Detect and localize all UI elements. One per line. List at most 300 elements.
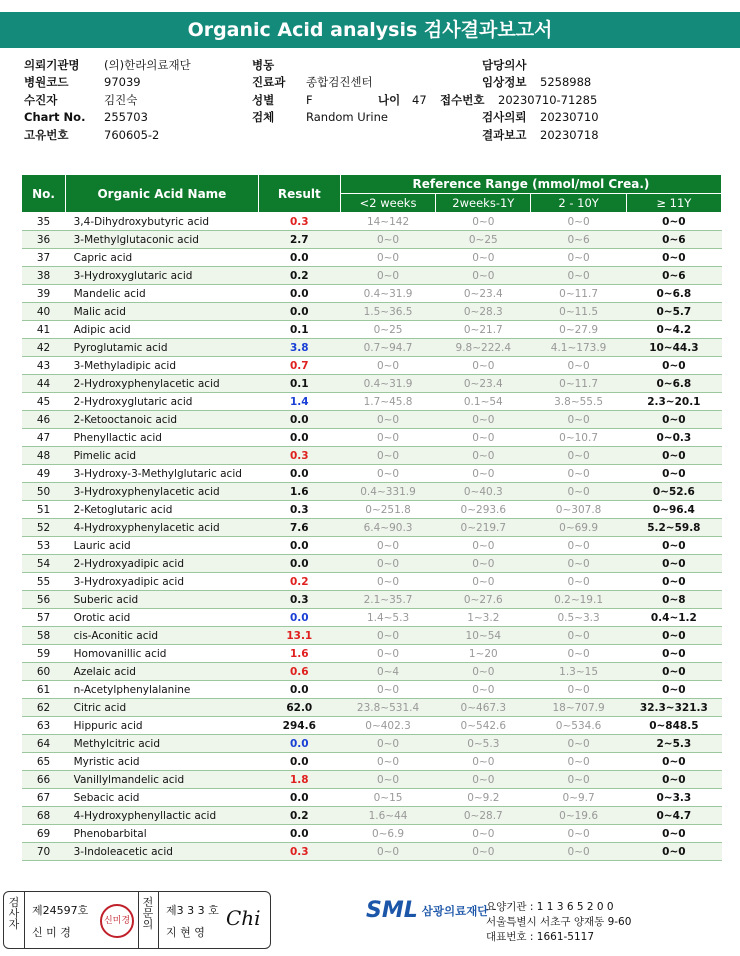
row-name: 2-Ketooctanoic acid <box>66 411 259 429</box>
row-ref-ge11y: 0~0 <box>626 843 721 861</box>
row-name: 3-Indoleacetic acid <box>66 843 259 861</box>
row-ref-ge11y: 0~6 <box>626 231 721 249</box>
row-name: Hippuric acid <box>66 717 259 735</box>
row-no: 50 <box>22 483 66 501</box>
row-ref-2w1y: 0~25 <box>436 231 531 249</box>
row-ref-2-10y: 0~11.7 <box>531 285 626 303</box>
table-row <box>22 249 722 267</box>
tester-label: 검사자 <box>8 896 20 931</box>
row-result: 1.4 <box>258 393 340 411</box>
signature-box <box>3 891 271 949</box>
row-no: 47 <box>22 429 66 447</box>
row-no: 57 <box>22 609 66 627</box>
row-result: 0.0 <box>258 555 340 573</box>
row-ref-lt2w: 0.7~94.7 <box>340 339 435 357</box>
row-result: 0.6 <box>258 663 340 681</box>
row-ref-ge11y: 5.2~59.8 <box>626 519 721 537</box>
report-date-label: 결과보고 <box>482 127 527 142</box>
row-ref-ge11y: 2.3~20.1 <box>626 393 721 411</box>
row-ref-lt2w: 1.4~5.3 <box>340 609 435 627</box>
row-ref-2-10y: 0~6 <box>531 231 626 249</box>
row-ref-lt2w: 0~0 <box>340 555 435 573</box>
clinical-label: 임상정보 <box>482 75 527 90</box>
row-no: 69 <box>22 825 66 843</box>
row-name: Pyroglutamic acid <box>66 339 259 357</box>
row-ref-ge11y: 0~0 <box>626 213 721 231</box>
row-ref-lt2w: 0~402.3 <box>340 717 435 735</box>
row-ref-ge11y: 0~0 <box>626 627 721 645</box>
row-ref-lt2w: 0~0 <box>340 231 435 249</box>
row-no: 62 <box>22 699 66 717</box>
row-ref-ge11y: 0~8 <box>626 591 721 609</box>
row-result: 294.6 <box>258 717 340 735</box>
row-result: 0.2 <box>258 267 340 285</box>
table-row <box>22 573 722 591</box>
table-row <box>22 285 722 303</box>
specialist-name: 지 현 영 <box>166 926 205 939</box>
row-no: 38 <box>22 267 66 285</box>
patient-info <box>24 56 724 144</box>
row-ref-2-10y: 18~707.9 <box>531 699 626 717</box>
row-ref-ge11y: 0~0 <box>626 645 721 663</box>
row-ref-lt2w: 0~0 <box>340 681 435 699</box>
row-ref-2w1y: 0~0 <box>436 447 531 465</box>
row-ref-2-10y: 0~0 <box>531 267 626 285</box>
row-name: Malic acid <box>66 303 259 321</box>
row-ref-2-10y: 0~9.7 <box>531 789 626 807</box>
row-no: 55 <box>22 573 66 591</box>
row-ref-ge11y: 0~0 <box>626 249 721 267</box>
specialist-label: 전문의 <box>142 896 154 931</box>
row-ref-2-10y: 0~11.5 <box>531 303 626 321</box>
row-ref-2-10y: 0~0 <box>531 213 626 231</box>
row-result: 0.3 <box>258 843 340 861</box>
row-ref-2-10y: 0~10.7 <box>531 429 626 447</box>
row-name: 3-Hydroxy-3-Methylglutaric acid <box>66 465 259 483</box>
age-label: 나이 <box>378 92 401 107</box>
row-result: 1.6 <box>258 483 340 501</box>
table-row <box>22 735 722 753</box>
row-ref-ge11y: 0~4.7 <box>626 807 721 825</box>
row-ref-lt2w: 0.4~331.9 <box>340 483 435 501</box>
table-row <box>22 753 722 771</box>
table-row <box>22 375 722 393</box>
row-ref-lt2w: 0~0 <box>340 465 435 483</box>
row-ref-ge11y: 0~0 <box>626 537 721 555</box>
row-ref-2w1y: 0~0 <box>436 465 531 483</box>
row-no: 67 <box>22 789 66 807</box>
row-ref-ge11y: 2~5.3 <box>626 735 721 753</box>
row-ref-2w1y: 0.1~54 <box>436 393 531 411</box>
row-ref-2w1y: 0~0 <box>436 357 531 375</box>
col-header-name: Organic Acid Name <box>66 175 259 213</box>
table-row <box>22 231 722 249</box>
row-result: 0.0 <box>258 789 340 807</box>
row-ref-2-10y: 0~0 <box>531 771 626 789</box>
row-ref-2-10y: 0~0 <box>531 843 626 861</box>
row-no: 39 <box>22 285 66 303</box>
row-ref-2w1y: 0~467.3 <box>436 699 531 717</box>
row-ref-2w1y: 0~23.4 <box>436 375 531 393</box>
table-row <box>22 321 722 339</box>
row-ref-2w1y: 0~219.7 <box>436 519 531 537</box>
row-no: 42 <box>22 339 66 357</box>
row-ref-ge11y: 0~0 <box>626 681 721 699</box>
row-ref-ge11y: 0~6 <box>626 267 721 285</box>
row-no: 40 <box>22 303 66 321</box>
row-no: 35 <box>22 213 66 231</box>
row-ref-lt2w: 0.4~31.9 <box>340 285 435 303</box>
row-ref-2w1y: 0~0 <box>436 429 531 447</box>
row-ref-2-10y: 1.3~15 <box>531 663 626 681</box>
row-name: Phenyllactic acid <box>66 429 259 447</box>
row-name: Lauric acid <box>66 537 259 555</box>
row-name: 3-Methylglutaconic acid <box>66 231 259 249</box>
row-result: 0.0 <box>258 825 340 843</box>
ward-label: 병동 <box>252 57 275 72</box>
row-no: 44 <box>22 375 66 393</box>
row-ref-ge11y: 0~0 <box>626 555 721 573</box>
row-name: 2-Hydroxyphenylacetic acid <box>66 375 259 393</box>
sml-logo-mark: SML <box>366 898 418 923</box>
specialist-license: 제3 3 3 호 <box>166 904 219 917</box>
row-ref-lt2w: 0~0 <box>340 627 435 645</box>
col-header-no: No. <box>22 175 66 213</box>
lab-code: 요양기관 : 1 1 3 6 5 2 0 0 <box>486 901 614 913</box>
row-ref-2-10y: 0~0 <box>531 753 626 771</box>
row-result: 13.1 <box>258 627 340 645</box>
row-ref-2-10y: 0~27.9 <box>531 321 626 339</box>
row-ref-2w1y: 0~0 <box>436 213 531 231</box>
row-name: 3-Hydroxyglutaric acid <box>66 267 259 285</box>
col-header-ref-1: <2 weeks <box>340 194 435 213</box>
row-name: 3-Hydroxyadipic acid <box>66 573 259 591</box>
row-result: 0.3 <box>258 213 340 231</box>
row-result: 0.0 <box>258 735 340 753</box>
row-ref-2w1y: 0~542.6 <box>436 717 531 735</box>
row-result: 0.0 <box>258 249 340 267</box>
row-ref-2-10y: 3.8~55.5 <box>531 393 626 411</box>
row-no: 51 <box>22 501 66 519</box>
report-title: Organic Acid analysis 검사결과보고서 <box>0 12 740 48</box>
table-row <box>22 483 722 501</box>
row-no: 58 <box>22 627 66 645</box>
row-ref-2-10y: 0~0 <box>531 645 626 663</box>
row-name: 2-Hydroxyadipic acid <box>66 555 259 573</box>
row-ref-lt2w: 0~0 <box>340 429 435 447</box>
lab-phone: 대표번호 : 1661-5117 <box>486 931 595 943</box>
row-name: 3-Hydroxyphenylacetic acid <box>66 483 259 501</box>
row-result: 0.0 <box>258 537 340 555</box>
row-ref-2-10y: 0~0 <box>531 825 626 843</box>
table-row <box>22 663 722 681</box>
row-ref-lt2w: 0~6.9 <box>340 825 435 843</box>
row-ref-ge11y: 0~96.4 <box>626 501 721 519</box>
row-ref-ge11y: 32.3~321.3 <box>626 699 721 717</box>
row-name: 2-Hydroxyglutaric acid <box>66 393 259 411</box>
row-name: Homovanillic acid <box>66 645 259 663</box>
row-ref-2w1y: 1~3.2 <box>436 609 531 627</box>
patient-name-value: 김진숙 <box>104 92 138 107</box>
row-ref-2-10y: 0~0 <box>531 465 626 483</box>
row-result: 0.0 <box>258 303 340 321</box>
row-ref-2-10y: 0~0 <box>531 627 626 645</box>
row-ref-2-10y: 4.1~173.9 <box>531 339 626 357</box>
row-name: Azelaic acid <box>66 663 259 681</box>
row-ref-2w1y: 0~27.6 <box>436 591 531 609</box>
request-date-value: 20230710 <box>540 110 599 125</box>
row-ref-2w1y: 0~0 <box>436 663 531 681</box>
row-result: 62.0 <box>258 699 340 717</box>
institution-label: 의뢰기관명 <box>24 57 80 72</box>
table-row <box>22 627 722 645</box>
row-ref-lt2w: 0.4~31.9 <box>340 375 435 393</box>
row-name: 2-Ketoglutaric acid <box>66 501 259 519</box>
row-ref-ge11y: 0~6.8 <box>626 375 721 393</box>
row-result: 0.0 <box>258 285 340 303</box>
col-header-ref-4: ≥ 11Y <box>626 194 721 213</box>
row-ref-lt2w: 0~4 <box>340 663 435 681</box>
row-name: cis-Aconitic acid <box>66 627 259 645</box>
row-ref-lt2w: 0~0 <box>340 573 435 591</box>
row-ref-2-10y: 0~0 <box>531 537 626 555</box>
row-ref-2-10y: 0~0 <box>531 735 626 753</box>
row-ref-lt2w: 0~0 <box>340 447 435 465</box>
row-ref-lt2w: 1.6~44 <box>340 807 435 825</box>
row-name: Mandelic acid <box>66 285 259 303</box>
table-row <box>22 789 722 807</box>
row-ref-ge11y: 0~4.2 <box>626 321 721 339</box>
row-name: Myristic acid <box>66 753 259 771</box>
row-ref-ge11y: 0~848.5 <box>626 717 721 735</box>
row-result: 0.0 <box>258 681 340 699</box>
table-row <box>22 555 722 573</box>
specimen-label: 검체 <box>252 110 275 125</box>
row-name: Suberic acid <box>66 591 259 609</box>
row-ref-2w1y: 0~0 <box>436 537 531 555</box>
receipt-value: 20230710-71285 <box>498 92 598 107</box>
row-ref-lt2w: 0~25 <box>340 321 435 339</box>
row-name: Pimelic acid <box>66 447 259 465</box>
row-ref-ge11y: 0~0.3 <box>626 429 721 447</box>
row-ref-2-10y: 0~19.6 <box>531 807 626 825</box>
table-row <box>22 411 722 429</box>
row-ref-lt2w: 0~0 <box>340 357 435 375</box>
row-ref-lt2w: 0~0 <box>340 411 435 429</box>
hospital-code-value: 97039 <box>104 75 141 90</box>
row-ref-2-10y: 0~0 <box>531 483 626 501</box>
table-row <box>22 825 722 843</box>
specimen-value: Random Urine <box>306 110 388 125</box>
row-ref-ge11y: 0~0 <box>626 825 721 843</box>
row-result: 0.0 <box>258 753 340 771</box>
row-no: 46 <box>22 411 66 429</box>
patient-name-label: 수진자 <box>24 92 58 107</box>
row-result: 7.6 <box>258 519 340 537</box>
row-ref-2-10y: 0~0 <box>531 357 626 375</box>
row-ref-lt2w: 14~142 <box>340 213 435 231</box>
row-no: 54 <box>22 555 66 573</box>
row-ref-lt2w: 23.8~531.4 <box>340 699 435 717</box>
row-no: 63 <box>22 717 66 735</box>
row-ref-2w1y: 0~21.7 <box>436 321 531 339</box>
row-name: Citric acid <box>66 699 259 717</box>
table-row <box>22 843 722 861</box>
row-ref-2w1y: 0~0 <box>436 555 531 573</box>
row-no: 37 <box>22 249 66 267</box>
row-name: Methylcitric acid <box>66 735 259 753</box>
row-no: 61 <box>22 681 66 699</box>
row-ref-2-10y: 0~307.8 <box>531 501 626 519</box>
row-ref-lt2w: 0~0 <box>340 843 435 861</box>
row-no: 65 <box>22 753 66 771</box>
row-no: 64 <box>22 735 66 753</box>
row-name: Phenobarbital <box>66 825 259 843</box>
row-no: 52 <box>22 519 66 537</box>
lab-logo <box>366 898 488 923</box>
table-row <box>22 213 722 231</box>
row-ref-2w1y: 0~0 <box>436 771 531 789</box>
row-ref-lt2w: 0~0 <box>340 249 435 267</box>
sex-value: F <box>306 92 313 107</box>
row-ref-2-10y: 0~0 <box>531 681 626 699</box>
age-value: 47 <box>412 92 427 107</box>
row-no: 66 <box>22 771 66 789</box>
row-ref-2w1y: 0~0 <box>436 573 531 591</box>
chart-no-label: Chart No. <box>24 110 86 125</box>
row-name: 3,4-Dihydroxybutyric acid <box>66 213 259 231</box>
col-header-ref-3: 2 - 10Y <box>531 194 626 213</box>
row-name: Capric acid <box>66 249 259 267</box>
col-header-reference: Reference Range (mmol/mol Crea.) <box>340 175 721 194</box>
lab-address-block <box>486 900 631 945</box>
row-ref-2-10y: 0~0 <box>531 249 626 267</box>
row-ref-lt2w: 1.5~36.5 <box>340 303 435 321</box>
row-ref-2w1y: 0~23.4 <box>436 285 531 303</box>
row-ref-ge11y: 0~0 <box>626 357 721 375</box>
row-ref-2w1y: 0~28.7 <box>436 807 531 825</box>
row-ref-ge11y: 0.4~1.2 <box>626 609 721 627</box>
row-name: 4-Hydroxyphenyllactic acid <box>66 807 259 825</box>
row-result: 3.8 <box>258 339 340 357</box>
row-result: 0.0 <box>258 609 340 627</box>
row-result: 0.1 <box>258 321 340 339</box>
row-no: 56 <box>22 591 66 609</box>
row-result: 0.3 <box>258 447 340 465</box>
row-ref-lt2w: 0~0 <box>340 537 435 555</box>
row-ref-ge11y: 0~0 <box>626 573 721 591</box>
table-row <box>22 537 722 555</box>
receipt-label: 접수번호 <box>440 92 485 107</box>
row-ref-2-10y: 0~0 <box>531 411 626 429</box>
clinical-value: 5258988 <box>540 75 592 90</box>
row-no: 60 <box>22 663 66 681</box>
chart-no-value: 255703 <box>104 110 148 125</box>
table-row <box>22 465 722 483</box>
department-value: 종합검진센터 <box>306 75 373 90</box>
table-row <box>22 447 722 465</box>
row-ref-ge11y: 0~0 <box>626 753 721 771</box>
table-row <box>22 357 722 375</box>
table-row <box>22 429 722 447</box>
institution-value: (의)한라의료재단 <box>104 57 191 72</box>
row-no: 41 <box>22 321 66 339</box>
table-row <box>22 609 722 627</box>
row-result: 0.3 <box>258 591 340 609</box>
row-no: 53 <box>22 537 66 555</box>
row-ref-2w1y: 0~0 <box>436 681 531 699</box>
row-name: 4-Hydroxyphenylacetic acid <box>66 519 259 537</box>
table-row <box>22 681 722 699</box>
request-date-label: 검사의뢰 <box>482 110 527 125</box>
row-ref-2w1y: 0~28.3 <box>436 303 531 321</box>
row-ref-2w1y: 0~293.6 <box>436 501 531 519</box>
row-ref-2w1y: 0~0 <box>436 843 531 861</box>
row-ref-2w1y: 10~54 <box>436 627 531 645</box>
tester-stamp: 신미경 <box>100 904 134 938</box>
row-ref-2w1y: 0~0 <box>436 249 531 267</box>
table-row <box>22 807 722 825</box>
row-ref-2w1y: 0~0 <box>436 411 531 429</box>
row-ref-2w1y: 0~40.3 <box>436 483 531 501</box>
tester-license: 제24597호 <box>32 904 89 917</box>
department-label: 진료과 <box>252 75 286 90</box>
row-ref-2w1y: 0~0 <box>436 753 531 771</box>
row-result: 0.1 <box>258 375 340 393</box>
tester-name: 신 미 경 <box>32 926 71 939</box>
row-ref-2-10y: 0~69.9 <box>531 519 626 537</box>
row-result: 0.2 <box>258 807 340 825</box>
row-ref-lt2w: 0~0 <box>340 753 435 771</box>
row-ref-lt2w: 0~15 <box>340 789 435 807</box>
row-no: 49 <box>22 465 66 483</box>
row-ref-2w1y: 0~5.3 <box>436 735 531 753</box>
row-result: 2.7 <box>258 231 340 249</box>
specialist-signature: Chi <box>226 906 261 930</box>
unique-id-label: 고유번호 <box>24 127 69 142</box>
table-row <box>22 303 722 321</box>
row-name: 3-Methyladipic acid <box>66 357 259 375</box>
row-ref-ge11y: 10~44.3 <box>626 339 721 357</box>
row-ref-2w1y: 0~0 <box>436 825 531 843</box>
hospital-code-label: 병원코드 <box>24 75 69 90</box>
row-ref-ge11y: 0~0 <box>626 771 721 789</box>
table-row <box>22 771 722 789</box>
report-date-value: 20230718 <box>540 127 599 142</box>
col-header-ref-2: 2weeks-1Y <box>436 194 531 213</box>
row-name: Adipic acid <box>66 321 259 339</box>
row-ref-ge11y: 0~6.8 <box>626 285 721 303</box>
row-ref-lt2w: 6.4~90.3 <box>340 519 435 537</box>
row-ref-lt2w: 0~0 <box>340 267 435 285</box>
row-ref-ge11y: 0~0 <box>626 663 721 681</box>
table-row <box>22 339 722 357</box>
row-ref-2-10y: 0~11.7 <box>531 375 626 393</box>
row-ref-ge11y: 0~0 <box>626 411 721 429</box>
unique-id-value: 760605-2 <box>104 127 160 142</box>
row-ref-2w1y: 9.8~222.4 <box>436 339 531 357</box>
row-name: Orotic acid <box>66 609 259 627</box>
row-ref-2-10y: 0~0 <box>531 573 626 591</box>
sex-label: 성별 <box>252 92 275 107</box>
row-ref-lt2w: 0~0 <box>340 735 435 753</box>
row-ref-2-10y: 0.2~19.1 <box>531 591 626 609</box>
row-ref-2-10y: 0~534.6 <box>531 717 626 735</box>
row-name: Sebacic acid <box>66 789 259 807</box>
table-row <box>22 645 722 663</box>
results-body <box>22 213 722 861</box>
row-ref-2w1y: 0~9.2 <box>436 789 531 807</box>
